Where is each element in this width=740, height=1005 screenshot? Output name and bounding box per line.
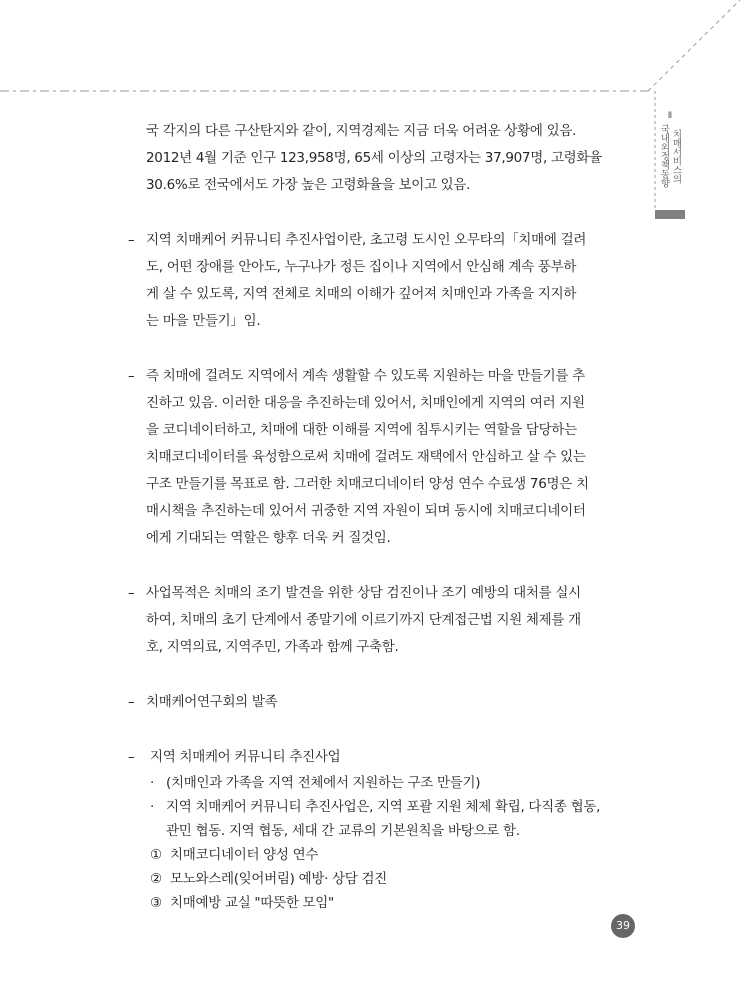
numbered-item-text: 모노와스레(잊어버림) 예방· 상담 검진 — [170, 871, 388, 887]
intro-line: 국 각지의 다른 구산탄지와 같이, 지역경제는 지금 더욱 어려운 상황에 있음. — [146, 123, 577, 139]
paragraph-line: 도, 어떤 장애를 안아도, 누구나가 정든 집이나 지역에서 안심해 계속 풍부하 — [146, 259, 577, 275]
paragraph-line: 는 마을 만들기」임. — [146, 313, 261, 329]
chapter-title-line-1: 치매서비스의 — [670, 128, 682, 183]
chapter-title-line-2: 국내외정책동향 — [658, 124, 670, 187]
paragraph-line: 즉 치매에 걸려도 지역에서 계속 생활할 수 있도록 지원하는 마을 만들기를 추 — [146, 368, 585, 384]
bullet-dash: – — [128, 232, 135, 248]
circled-number: ① — [150, 847, 162, 863]
middle-dot: · — [150, 799, 154, 815]
paragraph-line: 사업목적은 치매의 조기 발견을 위한 상담 검진이나 조기 예방의 대처를 실시 — [146, 585, 581, 601]
sub-line: (치매인과 가족을 지역 전체에서 지원하는 구조 만들기) — [166, 775, 481, 791]
paragraph-line: 치매케어연구회의 발족 — [146, 694, 278, 710]
numbered-item-text: 치매코디네이터 양성 연수 — [170, 847, 319, 863]
paragraph-line: 지역 치매케어 커뮤니티 추진사업이란, 초고령 도시인 오무타의「치매에 걸려 — [146, 232, 587, 248]
paragraph-line: 매시책을 추진하는데 있어서 귀중한 지역 자원이 되며 동시에 치매코디네이터 — [146, 503, 586, 519]
sub-dot-item — [128, 795, 636, 843]
chapter-title — [655, 124, 685, 187]
circled-number: ③ — [150, 895, 162, 911]
bullet-paragraph-purpose — [128, 580, 636, 661]
bullet-paragraph-community-project — [128, 227, 636, 335]
project-title: 지역 치매케어 커뮤니티 추진사업 — [146, 749, 341, 765]
paragraph-line: 진하고 있음. 이러한 대응을 추진하는데 있어서, 치매인에게 지역의 여러 지원 — [146, 395, 585, 411]
bullet-paragraph-coordinator — [128, 363, 636, 552]
paragraph-line: 치매코디네이터를 육성함으로써 치매에 걸려도 재택에서 안심하고 살 수 있는 — [146, 449, 586, 465]
numbered-item — [128, 867, 636, 891]
paragraph-line: 게 살 수 있도록, 지역 전체로 치매의 이해가 깊어져 치매인과 가족을 지지하 — [146, 286, 577, 302]
paragraph-line: 을 코디네이터하고, 치매에 대한 이해를 지역에 침투시키는 역할을 담당하는 — [146, 422, 577, 438]
circled-number: ② — [150, 871, 162, 887]
bullet-dash: – — [128, 585, 135, 601]
middle-dot: · — [150, 775, 154, 791]
sub-dot-item — [128, 771, 636, 795]
numbered-item-text: 치매예방 교실 "따뜻한 모임" — [170, 895, 334, 911]
page-number-badge: 39 — [611, 914, 635, 938]
chapter-side-tab — [655, 110, 685, 187]
bullet-paragraph-research-group — [128, 689, 636, 716]
paragraph-line: 호, 지역의료, 지역주민, 가족과 함께 구축함. — [146, 639, 399, 655]
sub-line: 관민 협동. 지역 협동, 세대 간 교류의 기본원칙을 바탕으로 함. — [166, 823, 520, 839]
bullet-project-heading — [128, 744, 636, 771]
bullet-dash: – — [128, 749, 135, 765]
chapter-tab-bar — [655, 210, 685, 219]
sub-line: 지역 치매케어 커뮤니티 추진사업은, 지역 포괄 지원 체제 확립, 다직종 협동, — [166, 799, 601, 815]
paragraph-line: 구조 만들기를 목표로 함. 그러한 치매코디네이터 양성 연수 수료생 76명은 치 — [146, 476, 589, 492]
intro-paragraph — [128, 118, 636, 199]
numbered-item — [128, 891, 636, 915]
paragraph-line: 에게 기대되는 역할은 향후 더욱 커 질것임. — [146, 530, 391, 546]
page-body — [128, 118, 636, 915]
intro-line: 30.6%로 전국에서도 가장 높은 고령화율을 보이고 있음. — [146, 177, 471, 193]
bullet-dash: – — [128, 368, 135, 384]
intro-line: 2012년 4월 기준 인구 123,958명, 65세 이상의 고령자는 37,907명, 고령화율 — [146, 150, 602, 166]
chapter-number: Ⅱ — [667, 111, 673, 121]
numbered-item — [128, 843, 636, 867]
bullet-dash: – — [128, 694, 135, 710]
paragraph-line: 하여, 치매의 초기 단계에서 종말기에 이르기까지 단계접근법 지원 체제를 개 — [146, 612, 581, 628]
